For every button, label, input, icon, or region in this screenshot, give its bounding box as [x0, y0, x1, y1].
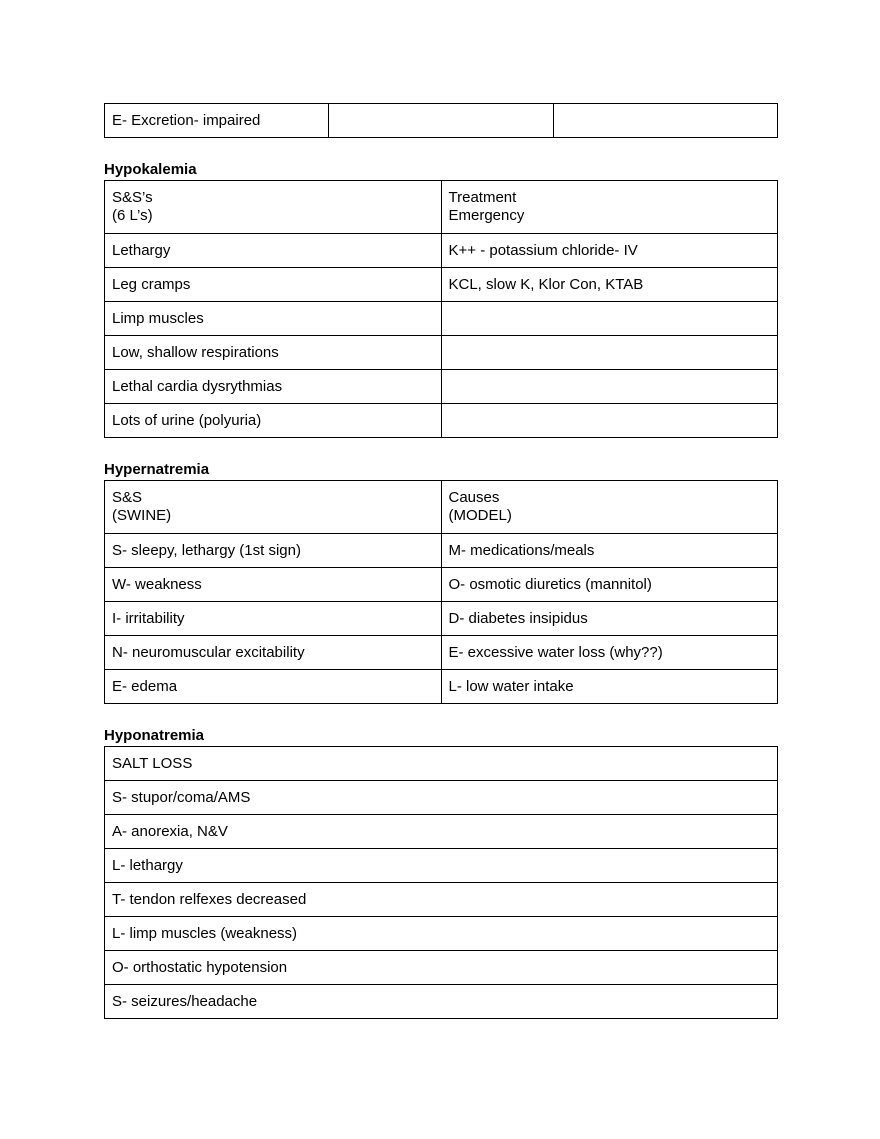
- header-cell: [105, 481, 442, 534]
- hypernatremia-section: [104, 461, 778, 704]
- header-cell: [441, 481, 778, 534]
- table-cell: L- limp muscles (weakness): [105, 917, 778, 951]
- header-line: S&S: [112, 489, 143, 506]
- table-cell: Lots of urine (polyuria): [105, 404, 442, 438]
- table-cell: W- weakness: [105, 568, 442, 602]
- header-cell: [441, 181, 778, 234]
- table-cell: O- osmotic diuretics (mannitol): [441, 568, 778, 602]
- table-cell: Lethargy: [105, 234, 442, 268]
- document-page: [104, 103, 778, 1019]
- table-row: [105, 747, 778, 781]
- table-cell: [441, 336, 778, 370]
- section-title-hypokalemia: Hypokalemia: [104, 161, 197, 178]
- header-line: S&S’s: [112, 189, 153, 206]
- header-line: Treatment: [448, 189, 517, 206]
- table-cell: E- Excretion- impaired: [105, 104, 329, 138]
- table-row: [105, 815, 778, 849]
- table-row: [105, 602, 778, 636]
- table-row: [105, 670, 778, 704]
- hyponatremia-table: [104, 746, 778, 1019]
- table-cell: Limp muscles: [105, 302, 442, 336]
- header-line: Causes: [448, 489, 500, 506]
- table-cell: L- lethargy: [105, 849, 778, 883]
- section-title-hypernatremia: Hypernatremia: [104, 461, 210, 478]
- table-cell: E- excessive water loss (why??): [441, 636, 778, 670]
- table-cell: Low, shallow respirations: [105, 336, 442, 370]
- table-cell: L- low water intake: [441, 670, 778, 704]
- table-cell: [329, 104, 553, 138]
- table-cell: D- diabetes insipidus: [441, 602, 778, 636]
- header-cell: [105, 181, 442, 234]
- hypernatremia-table: [104, 480, 778, 704]
- table-cell: S- sleepy, lethargy (1st sign): [105, 534, 442, 568]
- table-row: [105, 883, 778, 917]
- section-title-hyponatremia: Hyponatremia: [104, 727, 205, 744]
- table-row: [105, 568, 778, 602]
- table-cell: S- stupor/coma/AMS: [105, 781, 778, 815]
- table-cell: S- seizures/headache: [105, 985, 778, 1019]
- table-cell: Lethal cardia dysrythmias: [105, 370, 442, 404]
- table-cell: M- medications/meals: [441, 534, 778, 568]
- table-header-row: [105, 481, 778, 534]
- header-line: Emergency: [448, 207, 525, 224]
- table-row: [105, 985, 778, 1019]
- table-cell: A- anorexia, N&V: [105, 815, 778, 849]
- table-cell: KCL, slow K, Klor Con, KTAB: [441, 268, 778, 302]
- table-row: [105, 268, 778, 302]
- table-cell: I- irritability: [105, 602, 442, 636]
- table-cell: [441, 370, 778, 404]
- table-cell: [441, 404, 778, 438]
- table-cell: [441, 302, 778, 336]
- table-row: [105, 336, 778, 370]
- table-cell: K++ - potassium chloride- IV: [441, 234, 778, 268]
- table-cell: T- tendon relfexes decreased: [105, 883, 778, 917]
- table-row: [105, 404, 778, 438]
- table-row: [105, 917, 778, 951]
- table-cell: [553, 104, 777, 138]
- header-line: (SWINE): [112, 507, 172, 524]
- table-row: [105, 636, 778, 670]
- table-row: [105, 104, 778, 138]
- hypokalemia-table: [104, 180, 778, 438]
- hyponatremia-section: [104, 727, 778, 1019]
- header-line: (MODEL): [448, 507, 512, 524]
- table-cell: Leg cramps: [105, 268, 442, 302]
- table-row: [105, 951, 778, 985]
- table-row: [105, 234, 778, 268]
- table-cell: N- neuromuscular excitability: [105, 636, 442, 670]
- table-row: [105, 534, 778, 568]
- table-cell: O- orthostatic hypotension: [105, 951, 778, 985]
- table-row: [105, 302, 778, 336]
- header-line: (6 L’s): [112, 207, 153, 224]
- table-header-row: [105, 181, 778, 234]
- table-row: [105, 781, 778, 815]
- table-cell: SALT LOSS: [105, 747, 778, 781]
- table-cell: E- edema: [105, 670, 442, 704]
- table-row: [105, 370, 778, 404]
- table-row: [105, 849, 778, 883]
- hypokalemia-section: [104, 161, 778, 438]
- excretion-table: [104, 103, 778, 138]
